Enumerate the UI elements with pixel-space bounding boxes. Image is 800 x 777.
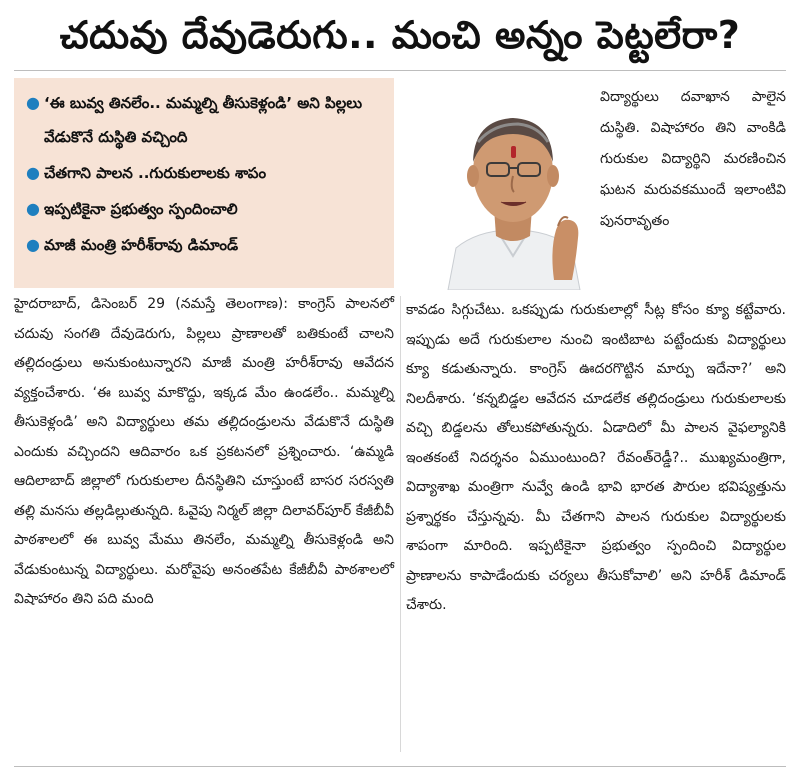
highlight-text: చేతగాని పాలన ..గురుకులాలకు శాపం bbox=[44, 164, 267, 182]
highlight-item bbox=[26, 228, 386, 262]
article-column-left: హైదరాబాద్‌, డిసెంబర్‌ 29 (నమస్తే తెలంగాణ): కాంగ్రెస్‌ పాలనలో చదువు సంగతి దేవుడెరుగు, పిల్లలు ప్రాణాలతో బతికుంటే చాలని తల్లిదండ్రులు అనుకుంటున్నారని మాజీ మంత్రి హరీశ్‌రావు ఆవేదన వ్యక్తంచేశారు. ‘ఈ బువ్వ మాకొద్దు, ఇక్కడ మేం ఉండలేం.. మమ్మల్ని తీసుకెళ్లండి’ అని విద్యార్థులు తమ తల్లిదండ్రులను వేడుకొనే దుస్థితి ఎందుకు వచ్చిందని ఆదివారం ఒక ప్రకటనలో ప్రశ్నించారు. ‘ఉమ్మడి ఆదిలాబాద్‌ జిల్లాలో గురుకులాల దీనస్థితిని చూస్తుంటే బాసర సరస్వతి తల్లి మనసు తల్లడిల్లుతున్నది. ఓవైపు నిర్మల్‌ జిల్లా దిలావర్‌పూర్‌ కేజీబీవీ పాఠశాలలో ఈ బువ్వ మేము తినలేం, మమ్మల్ని తీసుకెళ్లండి అని వేడుకుంటున్న విద్యార్థులు. మరోవైపు అనంతపేట కేజీబీవీ పాఠశాలలో విషాహారం తిని పది మంది bbox=[14, 296, 394, 607]
headline: చదువు దేవుడెరుగు.. మంచి అన్నం పెట్టలేరా? bbox=[59, 13, 741, 57]
article-column-right: కావడం సిగ్గుచేటు. ఒకప్పుడు గురుకులాల్లో సీట్ల కోసం క్యూ కట్టేవారు. ఇప్పుడు అదే గురుకులాల నుంచి ఇంటిబాట పట్టేందుకు విద్యార్థులు క్యూ కడుతున్నారు. కాంగ్రెస్‌ ఊదరగొట్టిన మార్పు ఇదేనా?’ అని నిలదీశారు. ‘కన్నబిడ్డల ఆవేదన చూడలేక తల్లిదండ్రులు గురుకులాలకు వచ్చి బిడ్డలను తోలుకపోతున్నరు. ఏడాదిలో మీ పాలన వైఫల్యానికి ఇంతకంటే నిదర్శనం ఏముంటుంది? రేవంత్‌రెడ్డీ?.. ముఖ్యమంత్రిగా, విద్యాశాఖ మంత్రిగా నువ్వే ఉండి భావి భారత పౌరుల భవిష్యత్తును ప్రశ్నార్థకం చేస్తున్నవు. మీ చేతగాని పాలన గురుకుల విద్యార్థులకు శాపంగా మారింది. ఇప్పటికైనా ప్రభుత్వం స్పందించి విద్యార్థుల ప్రాణాలను కాపాడేందుకు చర్యలు తీసుకోవాలి’ అని హరీశ్‌ డిమాండ్‌ చేశారు. bbox=[406, 302, 786, 613]
side-text: విద్యార్థులు దవాఖాన పాలైన దుస్థితి. విషాహారం తిని వాంకిడి గురుకుల విద్యార్థిని మరణించిన ఘటన మరువకముందే ఇలాంటివి పునరావృతం bbox=[600, 89, 786, 229]
bullet-icon: ● bbox=[26, 163, 40, 182]
highlight-item bbox=[26, 156, 386, 190]
portrait-photo bbox=[438, 80, 588, 290]
column-divider bbox=[400, 296, 401, 752]
bullet-icon: ● bbox=[26, 235, 40, 254]
portrait-illustration bbox=[438, 80, 588, 290]
highlights-box bbox=[14, 78, 394, 288]
highlight-item bbox=[26, 192, 386, 226]
highlight-text: మాజీ మంత్రి హరీశ్‌రావు డిమాండ్ bbox=[44, 236, 239, 254]
highlight-item bbox=[26, 86, 386, 154]
bullet-icon: ● bbox=[26, 199, 40, 218]
bottom-rule bbox=[14, 766, 786, 767]
highlight-text: ‘ఈ బువ్వ తినలేం.. మమ్మల్ని తీసుకెళ్లండి’ అని పిల్లలు వేడుకొనే దుస్థితి వచ్చింది bbox=[44, 94, 363, 146]
highlight-text: ఇప్పటికైనా ప్రభుత్వం స్పందించాలి bbox=[44, 200, 238, 218]
bullet-icon: ● bbox=[26, 93, 40, 112]
top-rule bbox=[14, 70, 786, 71]
